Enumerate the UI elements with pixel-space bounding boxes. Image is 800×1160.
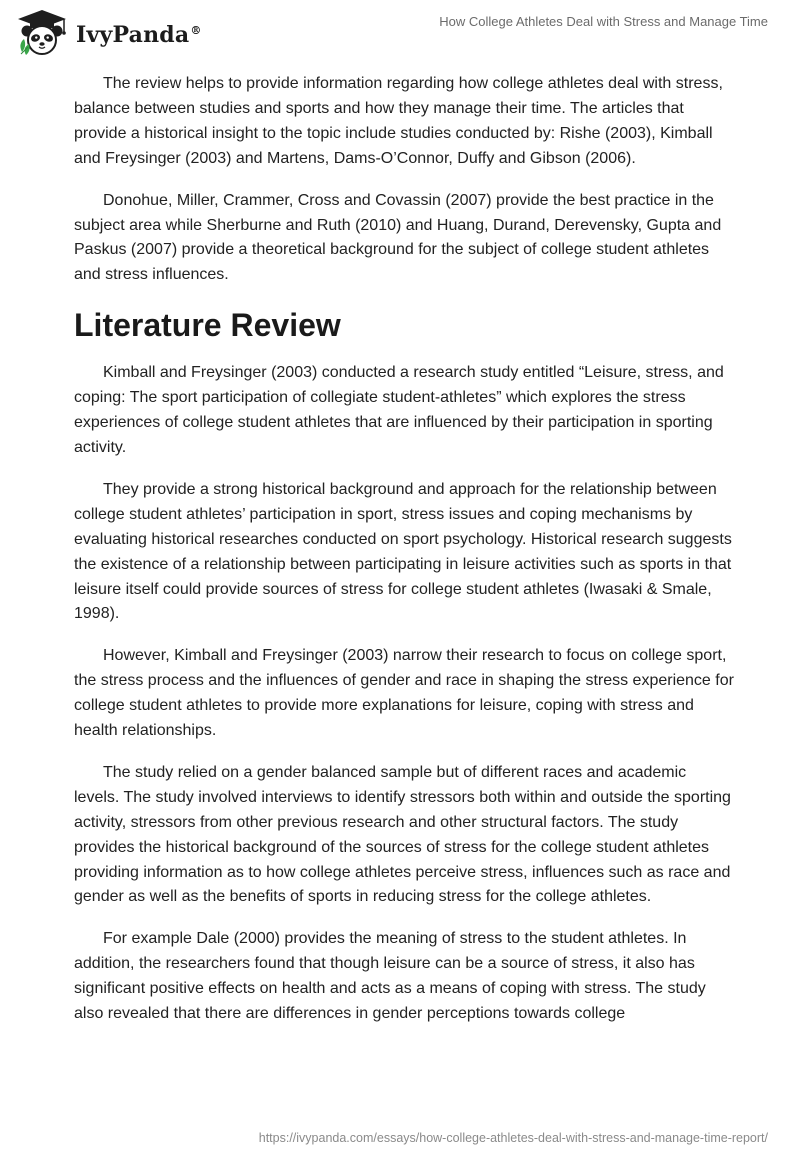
literature-paragraph-3: However, Kimball and Freysinger (2003) narrow their research to focus on college sport, the stress process and the influences of gender and race in shaping the stress experience for college student athletes to provide more explanations for leisure, coping with stress and health relationships. [74,647,734,740]
intro-paragraph-1: The review helps to provide information regarding how college athletes deal with stress, balance between studies and sports and how they manage their time. The articles that provide a historical insight to the topic include studies conducted by: Rishe (2003), Kimball and Freysinger (2003) and Martens, Dams-O’Connor, Duffy and Gibson (2006). [74,75,723,167]
literature-paragraph-4: The study relied on a gender balanced sample but of different races and academic levels. The study involved interviews to identify stressors both within and outside the sporting activity, stressors from other previous research and other structural factors. The study provides the historical background of the sources of stress for the college student athletes providing information as to how college athletes perceive stress, influences such as race and gender as well as the benefits of sports in reducing stress for the college athletes. [74,763,731,906]
ivypanda-logo[interactable] [14,8,202,58]
intro-paragraph-2: Donohue, Miller, Crammer, Cross and Covassin (2007) provide the best practice in the subject area while Sherburne and Ruth (2010) and Huang, Durand, Derevensky, Gupta and Paskus (2007) provide a theoretical background for the subject of college student athletes and stress influences. [74,191,722,284]
essay-content [74,72,734,1044]
brand-name-text: IvyPanda [76,22,190,48]
section-heading-literature-review: Literature Review [74,307,341,344]
literature-paragraph-5: For example Dale (2000) provides the meaning of stress to the student athletes. In addition, the researchers found that though leisure can be a source of stress, it also has significant positive effects on health and acts as a means of coping with stress. The study also revealed that there are differences in gender perceptions towards college [74,930,706,1023]
literature-paragraph-1: Kimball and Freysinger (2003) conducted a research study entitled “Leisure, stress, and coping: The sport participation of collegiate student-athletes” which explores the stress experiences of college student athletes that are influenced by their participation in sporting activity. [74,364,724,456]
document-title: How College Athletes Deal with Stress and Manage Time [439,14,768,29]
footer-source-url[interactable]: https://ivypanda.com/essays/how-college-athletes-deal-with-stress-and-manage-time-report/ [258,1131,768,1145]
panda-graduate-logo-icon [14,8,70,58]
registered-mark: ® [190,23,202,37]
literature-paragraph-2: They provide a strong historical background and approach for the relationship between college student athletes’ participation in sport, stress issues and coping mechanisms by evaluating historical researches conducted on sport psychology. Historical research suggests the existence of a relationship between participating in leisure activities such as sports in that leisure itself could provide sources of stress for college student athletes (Iwasaki & Smale, 1998). [74,480,732,623]
logo-brand-name [76,22,202,48]
page-header [0,0,800,64]
